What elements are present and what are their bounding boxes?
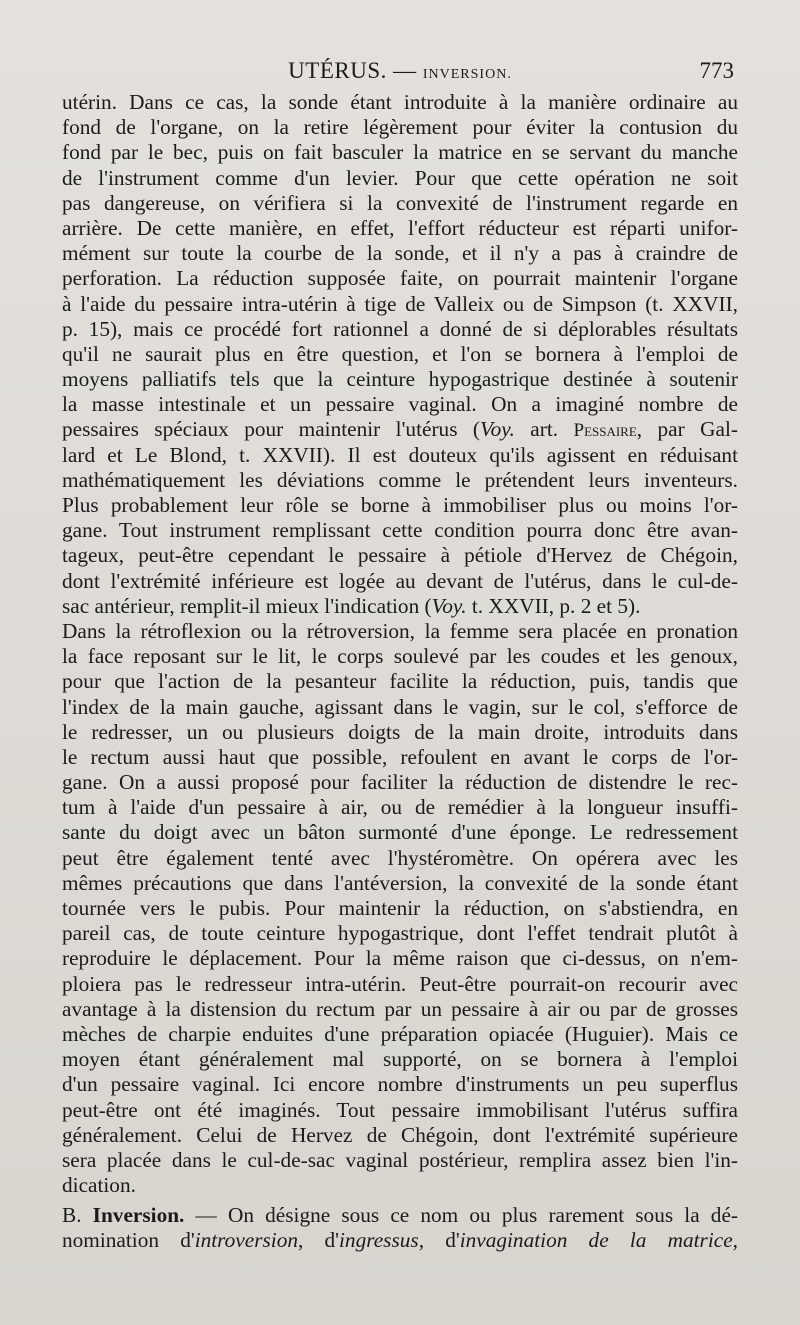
running-head-subtitle: INVERSION. bbox=[422, 67, 512, 82]
text-fragment: , d' bbox=[298, 1228, 340, 1253]
text-line: fond de l'organe, on la retire légèrement pour éviter la contusion du bbox=[62, 115, 738, 140]
text-line: gane. On a aussi proposé pour faciliter la réduction de distendre le rec- bbox=[62, 770, 738, 795]
text-line: tournée vers le pubis. Pour maintenir la réduction, on s'abstiendra, en bbox=[62, 896, 738, 920]
text-line: qu'il ne saurait plus en être question, et l'on se bornera à l'emploi de bbox=[62, 341, 738, 366]
text-line: mathématiquement les déviations comme le prétendent leurs inventeurs. bbox=[62, 467, 738, 492]
running-head-dash: — bbox=[393, 58, 417, 83]
text-line: mêmes précautions que dans l'antéversion, la convexité de la sonde étant bbox=[62, 870, 738, 895]
text-line-pessaire-reference bbox=[62, 417, 738, 442]
section-terms-line bbox=[62, 1228, 738, 1253]
text-fragment: t. XXVII, p. 2 et 5). bbox=[466, 593, 641, 618]
voy-abbreviation: Voy. bbox=[431, 593, 467, 618]
section-label: B. bbox=[62, 1203, 93, 1228]
text-line: fond par le bec, puis on fait basculer la matrice en se servant du manche bbox=[62, 140, 738, 165]
text-line: pas dangereuse, on vérifiera si la convexité de l'instrument regarde en bbox=[62, 190, 738, 215]
text-line: moyen étant généralement mal supporté, on se bornera à l'emploi bbox=[62, 1047, 738, 1072]
text-line: avantage à la distension du rectum par un pessaire à air ou par de grosses bbox=[62, 996, 738, 1021]
text-fragment: , bbox=[732, 1228, 738, 1253]
text-line: la masse intestinale et un pessaire vaginal. On a imaginé nombre de bbox=[62, 392, 738, 417]
text-line: généralement. Celui de Hervez de Chégoin, dont l'extrémité supérieure bbox=[62, 1122, 738, 1147]
text-line-volume-reference bbox=[62, 594, 738, 619]
body-text bbox=[62, 90, 738, 1254]
text-line: le redresser, un ou plusieurs doigts de la main droite, introduits dans bbox=[62, 719, 738, 744]
text-line: mément sur toute la courbe de la sonde, et il n'y a pas à craindre de bbox=[62, 241, 738, 266]
text-line: d'un pessaire vaginal. Ici encore nombre d'instruments un peu superflus bbox=[62, 1072, 738, 1097]
text-fragment: , par Gal- bbox=[636, 417, 738, 442]
text-line: perforation. La réduction supposée faite, on pourrait maintenir l'organe bbox=[62, 266, 738, 291]
section-heading: Inversion. bbox=[92, 1203, 185, 1228]
text-line: peut être également tenté avec l'hystéromètre. On opérera avec les bbox=[62, 845, 738, 870]
text-line: p. 15), mais ce procédé fort rationnel a donné de si déplorables résultats bbox=[62, 316, 738, 341]
text-line: pour que l'action de la pesanteur facilite la réduction, puis, tandis que bbox=[62, 669, 738, 694]
running-head bbox=[62, 58, 738, 84]
text-line: l'index de la main gauche, agissant dans le vagin, sur le col, s'efforce de bbox=[62, 694, 738, 719]
text-fragment: pessaires spéciaux pour maintenir l'utérus ( bbox=[62, 417, 480, 442]
text-line: sera placée dans le cul-de-sac vaginal postérieur, remplira assez bien l'in- bbox=[62, 1147, 738, 1172]
text-line: tageux, peut-être cependant le pessaire à pétiole d'Hervez de Chégoin, bbox=[62, 543, 738, 568]
text-fragment: sac antérieur, remplit-il mieux l'indication ( bbox=[62, 593, 432, 618]
text-line: lard et Le Blond, t. XXVII). Il est douteux qu'ils agissent en réduisant bbox=[62, 442, 738, 467]
text-line: gane. Tout instrument remplissant cette condition pourra donc être avan- bbox=[62, 518, 738, 543]
text-line: reproduire le déplacement. Pour la même raison que ci-dessus, on n'em- bbox=[62, 946, 738, 971]
text-fragment: , d' bbox=[418, 1228, 460, 1253]
text-line: sante du doigt avec un bâton surmonté d'une éponge. Le redressement bbox=[62, 820, 738, 845]
text-line: pareil cas, de toute ceinture hypogastrique, dont l'effet tendrait plutôt à bbox=[62, 921, 738, 946]
running-head-title: UTÉRUS. bbox=[288, 58, 387, 83]
text-line: utérin. Dans ce cas, la sonde étant introduite à la manière ordinaire au bbox=[62, 90, 738, 114]
text-line: dont l'extrémité inférieure est logée au devant de l'utérus, dans le cul-de- bbox=[62, 568, 738, 593]
text-line: Dans la rétroflexion ou la rétroversion, la femme sera placée en pronation bbox=[62, 618, 738, 643]
text-line: tum à l'aide d'un pessaire à air, ou de remédier à la longueur insuffi- bbox=[62, 795, 738, 820]
term-ingressus: ingressus bbox=[339, 1228, 419, 1253]
section-heading-line bbox=[62, 1203, 738, 1228]
term-introversion: introversion bbox=[194, 1228, 299, 1253]
text-line: ploiera pas le redresseur intra-utérin. Peut-être pourrait-on recourir avec bbox=[62, 971, 738, 996]
pessaire-cross-reference: Pessaire bbox=[573, 420, 637, 442]
text-line: de l'instrument comme d'un levier. Pour que cette opération ne soit bbox=[62, 165, 738, 190]
text-line: le rectum aussi haut que possible, refoulent en avant le corps de l'or- bbox=[62, 744, 738, 769]
section-text: — On désigne sous ce nom ou plus rarement sous la dé- bbox=[184, 1203, 738, 1228]
text-line: Plus probablement leur rôle se borne à immobiliser plus ou moins l'or- bbox=[62, 493, 738, 517]
text-fragment: art. bbox=[514, 417, 574, 442]
page-header bbox=[62, 58, 738, 88]
text-fragment: nomination d' bbox=[62, 1228, 195, 1253]
text-line: mèches de charpie enduites d'une préparation opiacée (Huguier). Mais ce bbox=[62, 1021, 738, 1046]
text-line: à l'aide du pessaire intra-utérin à tige de Valleix ou de Simpson (t. XXVII, bbox=[62, 291, 738, 316]
text-line: la face reposant sur le lit, le corps soulevé par les coudes et les genoux, bbox=[62, 644, 738, 669]
text-line: arrière. De cette manière, en effet, l'effort réducteur est réparti unifor- bbox=[62, 215, 738, 240]
page-number: 773 bbox=[699, 58, 734, 83]
term-invagination: invagination de la matrice bbox=[459, 1228, 733, 1253]
voy-abbreviation: Voy. bbox=[479, 417, 515, 442]
text-line: moyens palliatifs tels que la ceinture hypogastrique destinée à soutenir bbox=[62, 367, 738, 392]
text-line: peut-être ont été imaginés. Tout pessaire immobilisant l'utérus suffira bbox=[62, 1097, 738, 1122]
text-line: dication. bbox=[62, 1173, 136, 1198]
